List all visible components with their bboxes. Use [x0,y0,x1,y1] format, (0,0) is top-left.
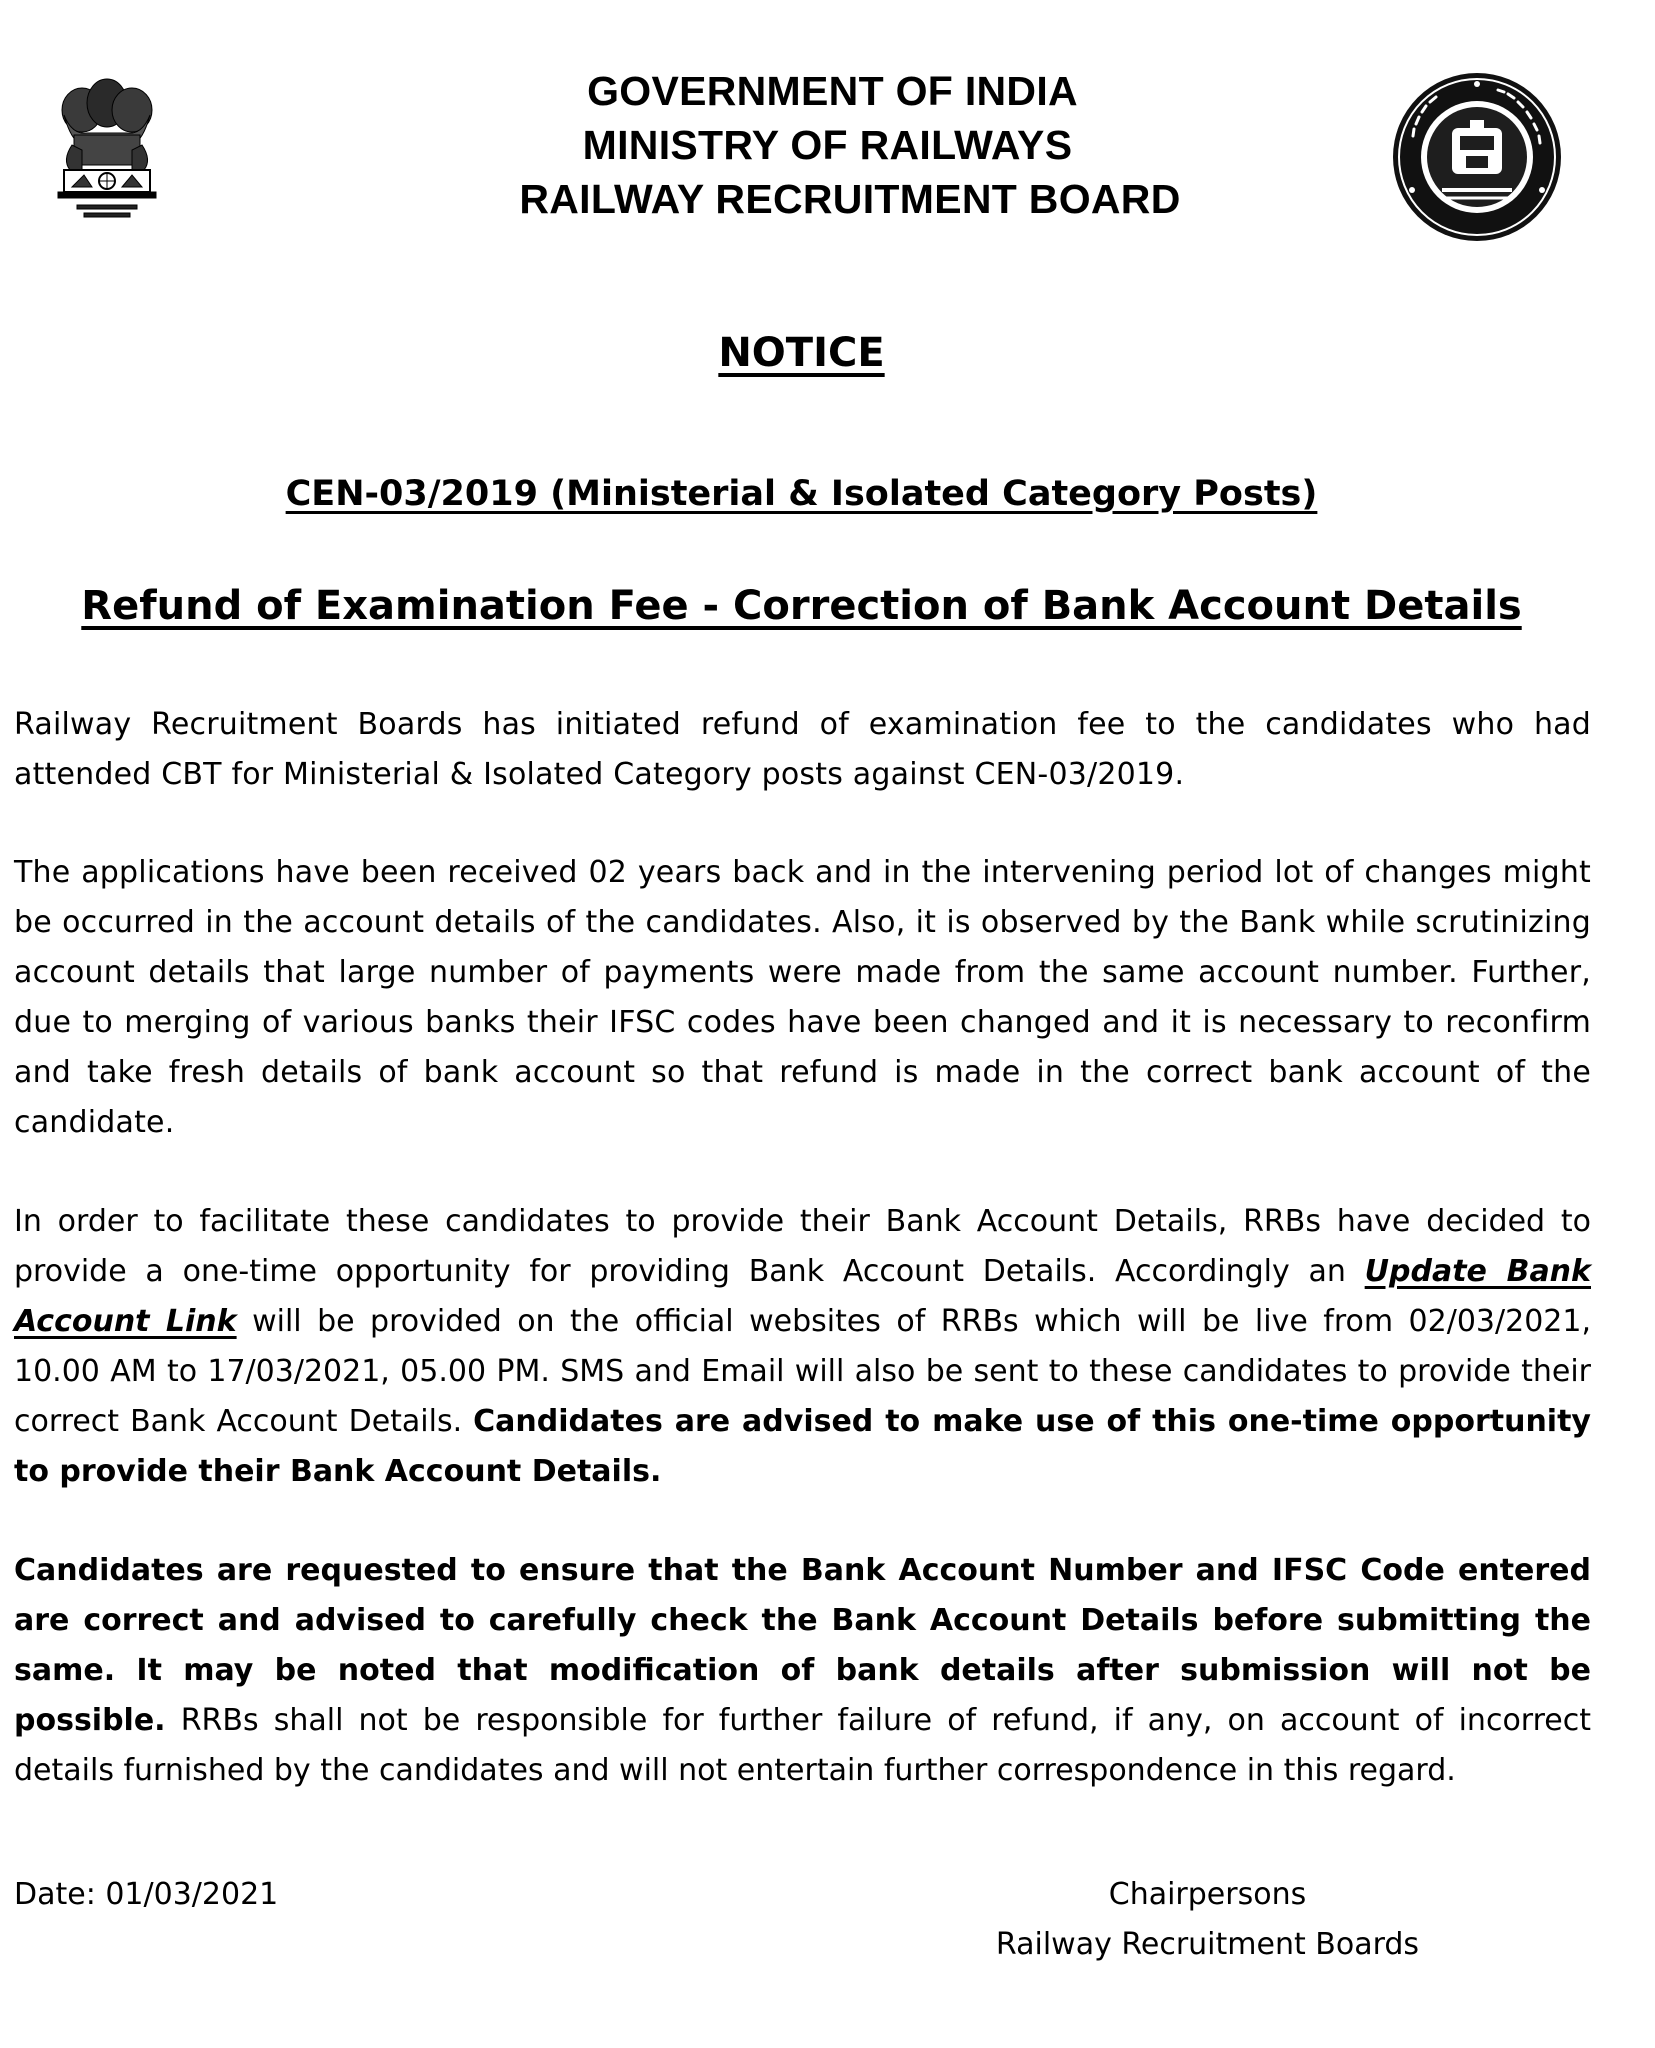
paragraph-4-text: RRBs shall not be responsible for further failure of refund, if any, on account of incorrect details furnished by the candidates and will not entertain further correspondence in this regard. [14,1703,1591,1788]
signatory-title: Chairpersons [1108,1877,1307,1912]
paragraph-update-link [14,1197,1591,1497]
paragraph-3-text-b: will be provided on the official websites of RRBs which will be live from 02/03/2021, 10.00 AM to 17/03/2021, 05.00 PM. SMS and Email will also be sent to these candidates to provide their correct Bank Account Details. [14,1304,1591,1439]
signatory-organization: Railway Recruitment Boards [995,1927,1420,1962]
paragraph-refund-initiated [14,700,1591,800]
paragraph-3-bold-advice: Candidates are advised to make use of this one-time opportunity to provide their Bank Account Details. [14,1404,1591,1489]
paragraph-1-text: Railway Recruitment Boards has initiated refund of examination fee to the candidates who had attended CBT for Ministerial & Isolated Category posts against CEN-03/2019. [14,707,1591,792]
indian-railways-logo-icon [1390,70,1565,245]
notice-date: Date: 01/03/2021 [14,1877,279,1912]
signature-block [975,1870,1440,1970]
header-government: GOVERNMENT OF INDIA [587,68,1078,114]
paragraph-3-text-a: In order to facilitate these candidates to provide their Bank Account Details, RRBs have decided to provide a one-time opportunity for providing Bank Account Details. Accordingly an [14,1204,1591,1289]
paragraph-2-text: The applications have been received 02 years back and in the intervening period lot of changes might be occurred in the account details of the candidates. Also, it is observed by the Bank while scrutinizing account details that large number of payments were made from the same account number. Further, due to merging of various banks their IFSC codes have been changed and it is necessary to reconfirm and take fresh details of bank account so that refund is made in the correct bank account of the candidate. [14,855,1591,1140]
notice-heading: NOTICE [718,330,885,376]
notice-reference: CEN-03/2019 (Ministerial & Isolated Category Posts) [285,474,1318,514]
update-bank-account-link[interactable]: Update Bank Account Link [14,1254,1591,1339]
paragraph-4-bold-warning: Candidates are requested to ensure that the Bank Account Number and IFSC Code entered are correct and advised to carefully check the Bank Account Details before submitting the same. It may be noted that modification of bank details after submission will not be possible. [14,1553,1591,1738]
notice-subject: Refund of Examination Fee - Correction of Bank Account Details [81,583,1522,629]
header-ministry: MINISTRY OF RAILWAYS [582,122,1073,168]
paragraph-caution [14,1546,1591,1796]
header-board: RAILWAY RECRUITMENT BOARD [519,176,1181,222]
paragraph-reasons [14,848,1591,1148]
